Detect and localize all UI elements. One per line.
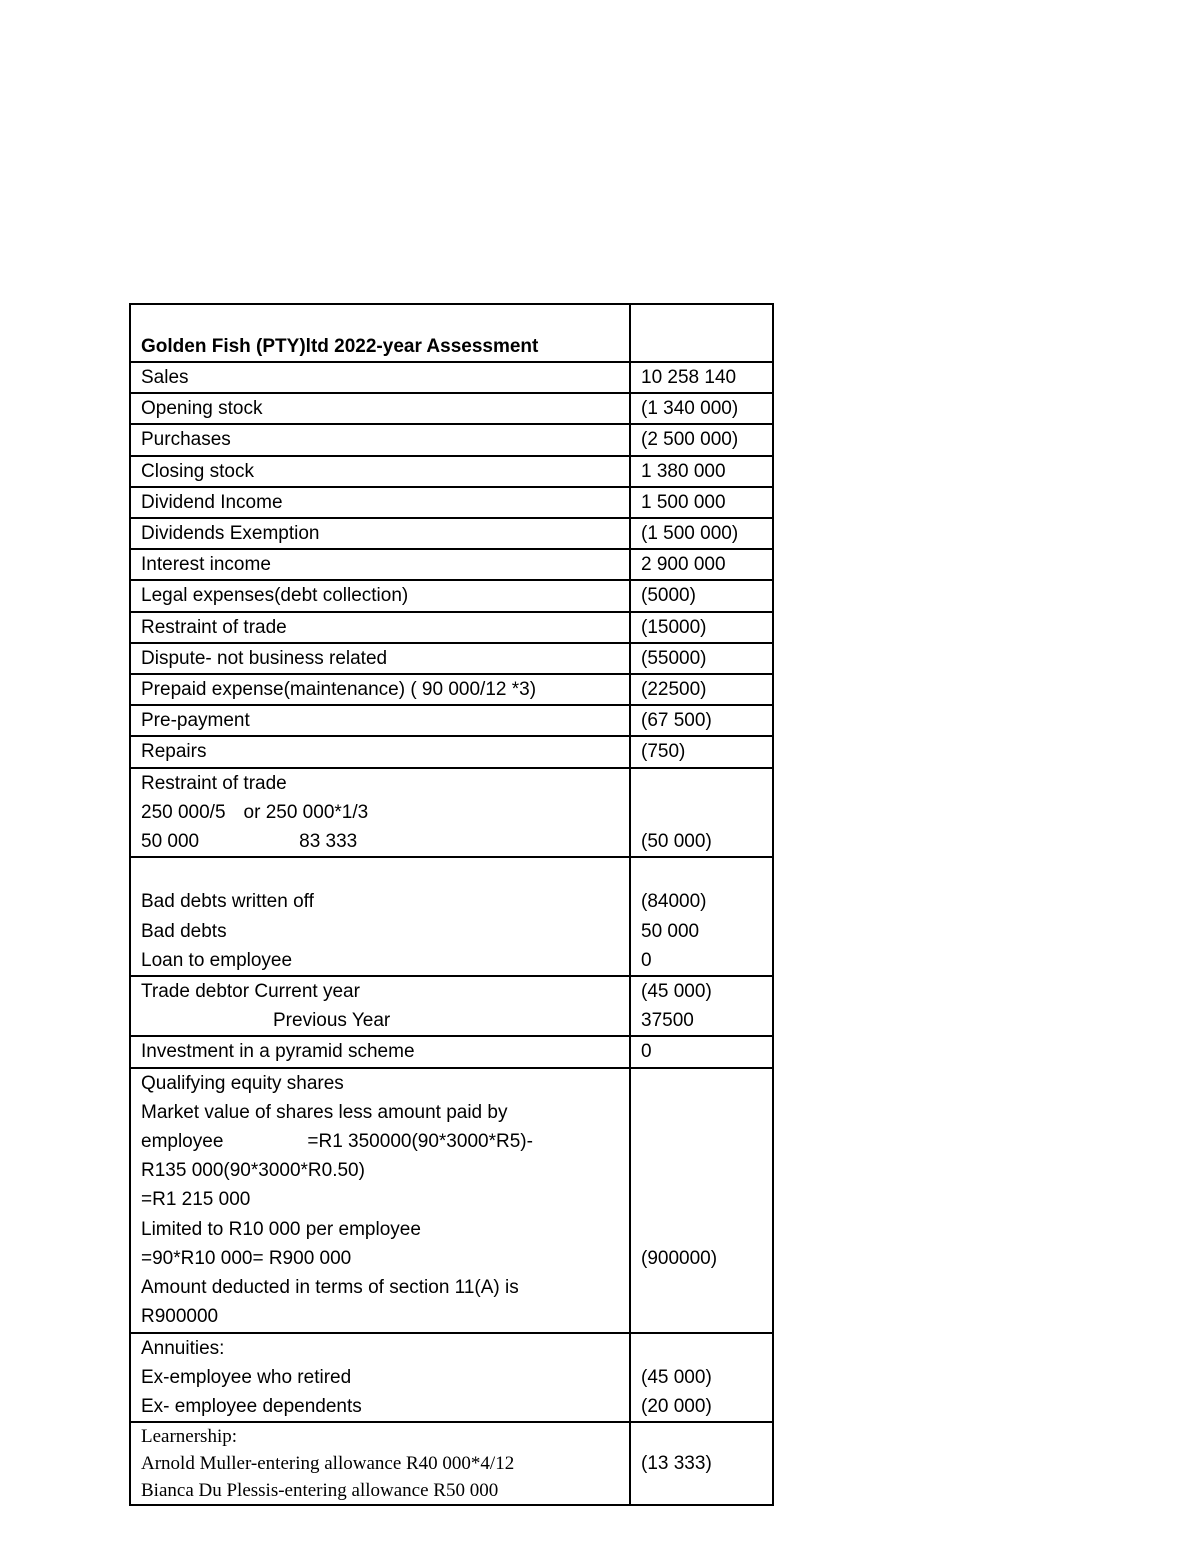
bad-debts-row bbox=[130, 857, 773, 976]
equity-line-6: Limited to R10 000 per employee bbox=[141, 1218, 421, 1240]
trade-debtor-previous-value: 37500 bbox=[641, 1010, 694, 1032]
equity-shares-value-cell bbox=[630, 1068, 773, 1333]
pyramid-row bbox=[130, 1036, 773, 1067]
annuities-value-0: (45 000) bbox=[641, 1366, 712, 1388]
table-row bbox=[130, 393, 773, 424]
table-row bbox=[130, 643, 773, 674]
table-row bbox=[130, 424, 773, 455]
row-value: (22500) bbox=[630, 674, 773, 705]
row-label: Opening stock bbox=[130, 393, 630, 424]
table-title-value-cell bbox=[630, 304, 773, 362]
simple-rows bbox=[130, 362, 773, 768]
table-row bbox=[130, 487, 773, 518]
row-value: (750) bbox=[630, 736, 773, 767]
annuities-heading: Annuities: bbox=[141, 1337, 225, 1359]
table-row bbox=[130, 612, 773, 643]
row-label: Legal expenses(debt collection) bbox=[130, 580, 630, 611]
equity-line-0: Qualifying equity shares bbox=[141, 1072, 344, 1094]
equity-shares-label-cell bbox=[130, 1068, 630, 1333]
row-value: 10 258 140 bbox=[630, 362, 773, 393]
assessment-table bbox=[129, 303, 774, 1506]
learnership-line-1: Arnold Muller-entering allowance R40 000*4/12 bbox=[141, 1453, 515, 1475]
row-label: Prepaid expense(maintenance) ( 90 000/12 *3) bbox=[130, 674, 630, 705]
equity-line-5: =R1 215 000 bbox=[141, 1189, 251, 1211]
learnership-label-cell bbox=[130, 1422, 630, 1505]
table-row bbox=[130, 580, 773, 611]
annuities-value-cell bbox=[630, 1333, 773, 1423]
equity-shares-row bbox=[130, 1068, 773, 1333]
bad-debts-value-0: (84000) bbox=[641, 891, 707, 913]
table-row bbox=[130, 362, 773, 393]
row-value: 1 380 000 bbox=[630, 456, 773, 487]
row-value: (2 500 000) bbox=[630, 424, 773, 455]
equity-line-7: =90*R10 000= R900 000 bbox=[141, 1247, 352, 1269]
row-label: Interest income bbox=[130, 549, 630, 580]
row-value: (5000) bbox=[630, 580, 773, 611]
table-title-row bbox=[130, 304, 773, 362]
row-value: (55000) bbox=[630, 643, 773, 674]
table-row bbox=[130, 518, 773, 549]
table-row bbox=[130, 549, 773, 580]
equity-line-9: R900000 bbox=[141, 1306, 219, 1328]
equity-shares-value: (900000) bbox=[641, 1247, 718, 1269]
annuities-label-cell bbox=[130, 1333, 630, 1423]
row-value: 2 900 000 bbox=[630, 549, 773, 580]
table-row bbox=[130, 674, 773, 705]
trade-debtor-current-value: (45 000) bbox=[641, 981, 712, 1003]
row-value: (1 340 000) bbox=[630, 393, 773, 424]
bad-debts-label-2: Loan to employee bbox=[141, 949, 293, 971]
row-label: Pre-payment bbox=[130, 705, 630, 736]
restraint-results: 50 000 83 333 bbox=[141, 831, 358, 853]
bad-debts-label-1: Bad debts bbox=[141, 920, 227, 942]
annuities-label-0: Ex-employee who retired bbox=[141, 1366, 352, 1388]
row-label: Sales bbox=[130, 362, 630, 393]
row-value: (15000) bbox=[630, 612, 773, 643]
row-label: Dispute- not business related bbox=[130, 643, 630, 674]
row-label: Dividend Income bbox=[130, 487, 630, 518]
restraint-label-cell bbox=[130, 768, 630, 858]
row-label: Dividends Exemption bbox=[130, 518, 630, 549]
pyramid-label: Investment in a pyramid scheme bbox=[130, 1036, 630, 1067]
annuities-row bbox=[130, 1333, 773, 1423]
table-row bbox=[130, 736, 773, 767]
trade-debtor-previous-label: Previous Year bbox=[273, 1010, 391, 1032]
pyramid-value: 0 bbox=[630, 1036, 773, 1067]
equity-line-8: Amount deducted in terms of section 11(A) is bbox=[141, 1277, 519, 1299]
row-label: Purchases bbox=[130, 424, 630, 455]
equity-line-1: Market value of shares less amount paid by bbox=[141, 1101, 508, 1123]
bad-debts-value-2: 0 bbox=[641, 949, 652, 971]
trade-debtor-label-cell bbox=[130, 976, 630, 1036]
restraint-value: (50 000) bbox=[630, 768, 773, 858]
table-title: Golden Fish (PTY)ltd 2022-year Assessment bbox=[130, 304, 630, 362]
table-row bbox=[130, 456, 773, 487]
trade-debtor-value-cell bbox=[630, 976, 773, 1036]
bad-debts-label-cell bbox=[130, 857, 630, 976]
restraint-row bbox=[130, 768, 773, 858]
bad-debts-value-1: 50 000 bbox=[641, 920, 700, 942]
row-value: (67 500) bbox=[630, 705, 773, 736]
row-value: (1 500 000) bbox=[630, 518, 773, 549]
row-label: Repairs bbox=[130, 736, 630, 767]
learnership-line-2: Bianca Du Plessis-entering allowance R50 000 bbox=[141, 1480, 499, 1502]
equity-line-2: employee =R1 350000(90*3000*R5)- bbox=[141, 1131, 533, 1153]
bad-debts-label-0: Bad debts written off bbox=[141, 891, 314, 913]
annuities-value-1: (20 000) bbox=[641, 1395, 712, 1417]
table-row bbox=[130, 705, 773, 736]
learnership-value: (13 333) bbox=[630, 1422, 773, 1505]
bad-debts-value-cell bbox=[630, 857, 773, 976]
row-value: 1 500 000 bbox=[630, 487, 773, 518]
trade-debtor-row bbox=[130, 976, 773, 1036]
trade-debtor-current-label: Trade debtor Current year bbox=[141, 981, 360, 1003]
annuities-label-1: Ex- employee dependents bbox=[141, 1395, 362, 1417]
restraint-title: Restraint of trade bbox=[141, 772, 287, 794]
learnership-row bbox=[130, 1422, 773, 1505]
equity-line-4: R135 000(90*3000*R0.50) bbox=[141, 1160, 365, 1182]
row-label: Restraint of trade bbox=[130, 612, 630, 643]
learnership-heading: Learnership: bbox=[141, 1426, 238, 1448]
row-label: Closing stock bbox=[130, 456, 630, 487]
restraint-formula: 250 000/5 or 250 000*1/3 bbox=[141, 801, 369, 823]
